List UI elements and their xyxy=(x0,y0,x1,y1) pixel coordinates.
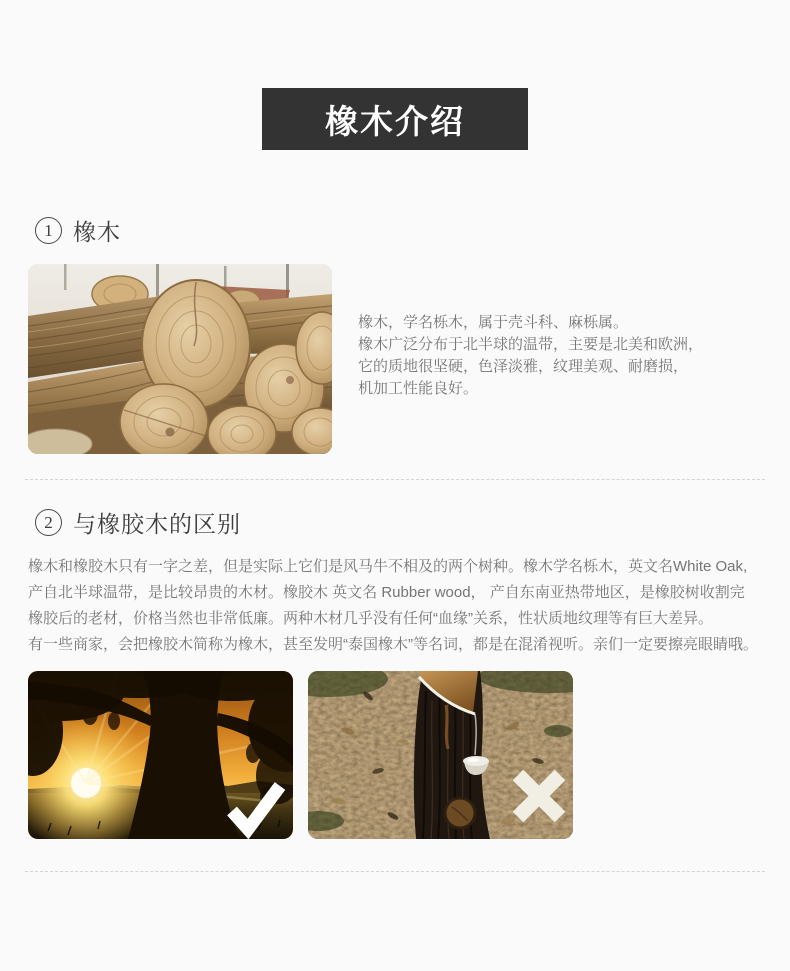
paragraph-line: 产自北半球温带，是比较昂贵的木材。橡胶木 英文名 Rubber wood， 产自东南亚热带地区，是橡胶树收割完 xyxy=(28,584,745,601)
paragraph-line: 有一些商家，会把橡胶木简称为橡木，甚至发明“泰国橡木”等名词，都是在混淆视听。亲们一定要擦亮眼睛哦。 xyxy=(28,636,758,653)
paragraph-line: 橡木和橡胶木只有一字之差，但是实际上它们是风马牛不相及的两个树种。橡木学名栎木，英文名White Oak, xyxy=(28,558,748,575)
description-line: 橡木广泛分布于北半球的温带，主要是北美和欧洲， xyxy=(358,336,704,353)
diff-paragraph xyxy=(28,554,762,658)
section-oak-title: 橡木 xyxy=(73,219,121,245)
paragraph-line: 橡胶后的老材，价格当然也非常低廉。两种木材几乎没有任何“血缘”关系，性状质地纹理等有巨大差异。 xyxy=(28,610,713,627)
comparison-images xyxy=(28,671,790,839)
rubber-tree-tapping-photo xyxy=(308,671,573,839)
description-line: 它的质地很坚硬，色泽淡雅，纹理美观、耐磨损， xyxy=(358,358,689,375)
oak-content-row xyxy=(28,264,790,454)
description-line: 机加工性能良好。 xyxy=(358,380,479,397)
banner xyxy=(262,88,528,150)
section-diff-title: 与橡胶木的区别 xyxy=(73,511,241,537)
section-oak-heading xyxy=(35,214,790,247)
section-diff-heading xyxy=(35,506,790,539)
oak-tree-sunset-illustration xyxy=(28,671,293,839)
section-number-badge-1: 1 xyxy=(35,217,62,244)
oak-tree-sunset-photo xyxy=(28,671,293,839)
rubber-tree-illustration xyxy=(308,671,573,839)
dashed-divider-bottom xyxy=(25,871,765,872)
dashed-divider xyxy=(25,479,765,480)
oak-description xyxy=(358,264,703,454)
page-title: 橡木介绍 xyxy=(325,102,465,140)
description-line: 橡木，学名栎木，属于壳斗科、麻栎属。 xyxy=(358,314,629,331)
oak-logs-photo xyxy=(28,264,332,454)
oak-logs-illustration xyxy=(28,264,332,454)
oak-intro-page xyxy=(0,88,790,872)
section-number-badge-2: 2 xyxy=(35,509,62,536)
